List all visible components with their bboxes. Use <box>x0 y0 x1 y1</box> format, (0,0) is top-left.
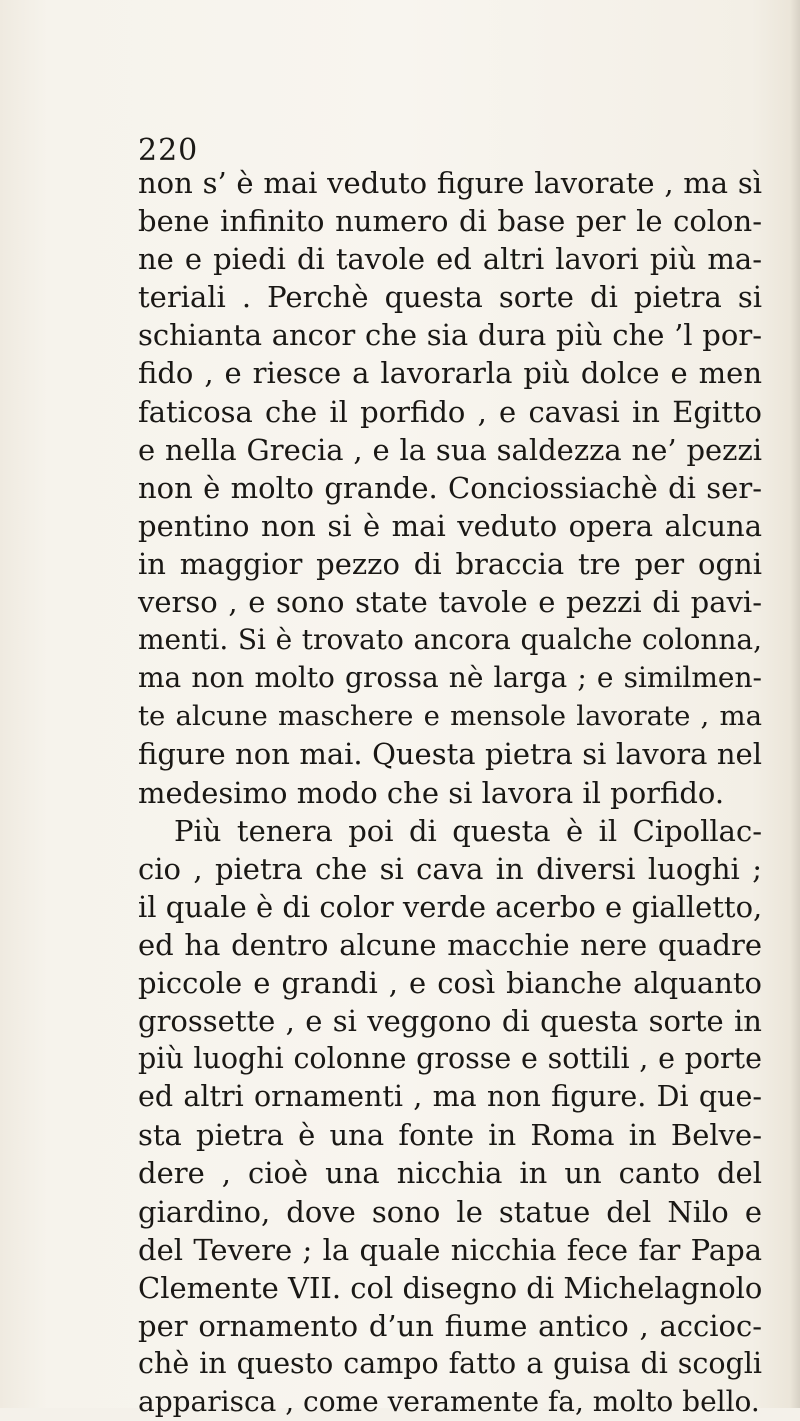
text-line: grossette , e si veggono di questa sorte in <box>138 1004 762 1039</box>
text-line: più luoghi colonne grosse e sottili , e porte <box>138 1042 762 1076</box>
paragraph-end-line: apparisca , come veramente fa, molto bello. <box>138 1385 760 1418</box>
text-line: e nella Grecia , e la sua saldezza ne’ pezzi <box>138 432 762 467</box>
text-line: ma non molto grossa nè larga ; e similmen- <box>138 661 762 695</box>
text-line: te alcune maschere e mensole lavorate , ma <box>138 700 762 733</box>
text-line: schianta ancor che sia dura più che ’l por- <box>138 318 762 353</box>
text-line: faticosa che il porfido , e cavasi in Egitto <box>138 394 762 429</box>
page-edge-shadow <box>790 0 800 1408</box>
page-number: 220 <box>138 133 199 168</box>
text-line: non è molto grande. Conciossiachè di ser- <box>138 470 762 505</box>
text-line: dere , cioè una nicchia in un canto del <box>138 1156 762 1191</box>
text-line: per ornamento d’un fiume antico , accioc- <box>138 1308 762 1343</box>
text-line: menti. Si è trovato ancora qualche colonna, <box>138 623 762 657</box>
text-line: piccole e grandi , e così bianche alquanto <box>138 965 762 1000</box>
text-line: cio , pietra che si cava in diversi luoghi ; <box>138 851 762 886</box>
text-line: non s’ è mai veduto figure lavorate , ma sì <box>138 166 762 200</box>
text-line: ed altri ornamenti , ma non figure. Di que- <box>138 1080 762 1114</box>
text-line: bene infinito numero di base per le colon- <box>138 204 762 239</box>
text-line: il quale è di color verde acerbo e gialletto, <box>138 889 763 924</box>
text-line: pentino non si è mai veduto opera alcuna <box>138 508 762 543</box>
text-line: chè in questo campo fatto a guisa di scogli <box>138 1346 762 1380</box>
text-line: teriali . Perchè questa sorte di pietra si <box>138 280 762 315</box>
text-line: fido , e riesce a lavorarla più dolce e men <box>138 356 762 391</box>
text-line: giardino, dove sono le statue del Nilo e <box>138 1194 762 1229</box>
body-text <box>138 164 762 1421</box>
paragraph-start-line: Più tenera poi di questa è il Cipollac- <box>174 813 762 848</box>
text-line: del Tevere ; la quale nicchia fece far Papa <box>138 1232 762 1267</box>
paragraph-end-line: medesimo modo che si lavora il porfido. <box>138 775 725 810</box>
text-line: verso , e sono state tavole e pezzi di pavi- <box>138 585 762 620</box>
text-line: ed ha dentro alcune macchie nere quadre <box>138 927 762 962</box>
text-line: sta pietra è una fonte in Roma in Belve- <box>138 1118 762 1153</box>
text-line: in maggior pezzo di braccia tre per ogni <box>138 546 762 581</box>
text-line: figure non mai. Questa pietra si lavora nel <box>138 737 762 772</box>
text-line: ne e piedi di tavole ed altri lavori più ma- <box>138 242 762 277</box>
text-line: Clemente VII. col disegno di Michelagnolo <box>138 1270 763 1305</box>
